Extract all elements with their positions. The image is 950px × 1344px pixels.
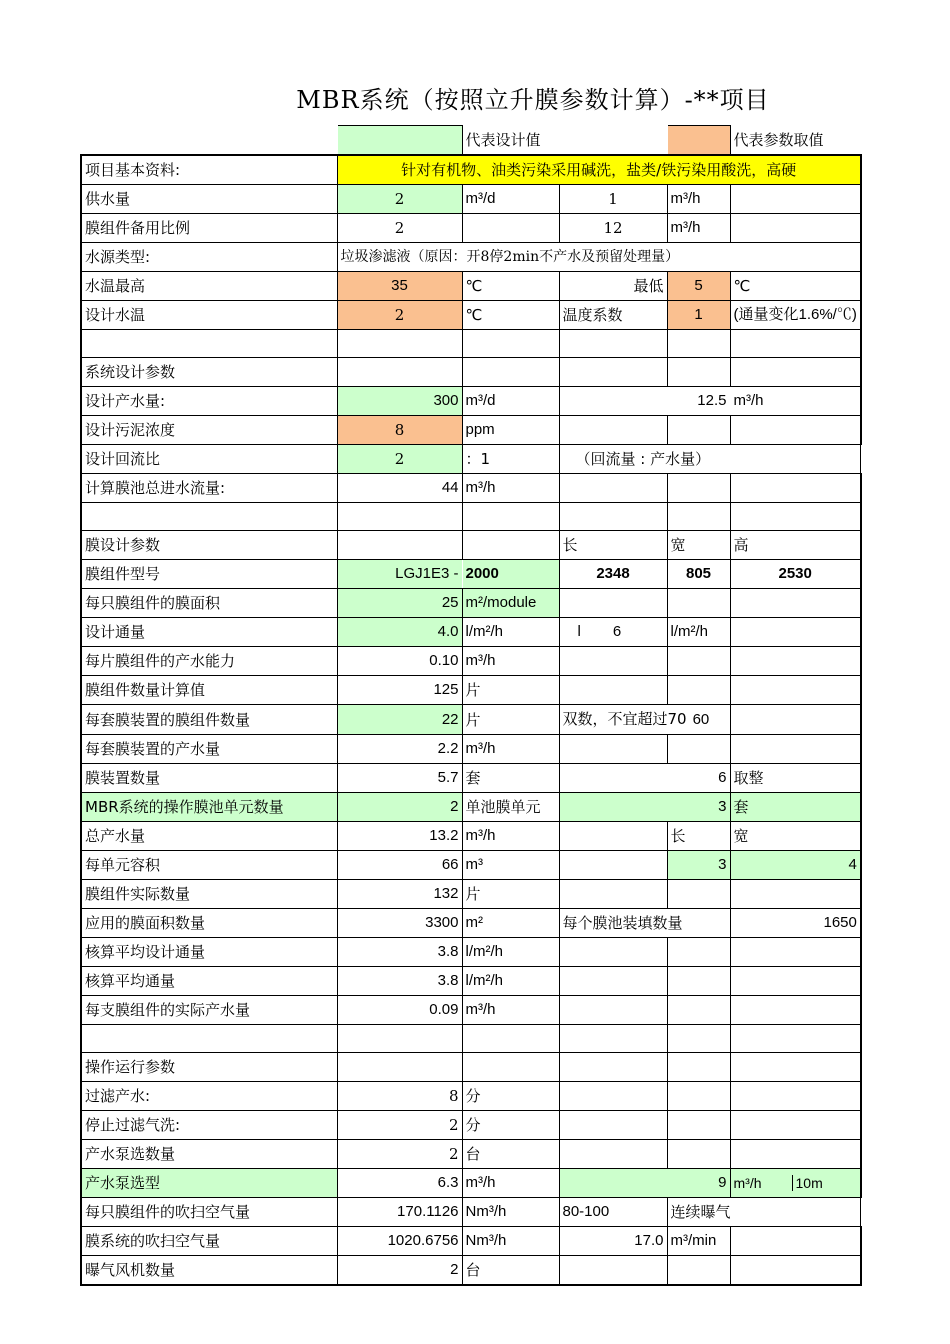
tank-width-input[interactable]: 4 (730, 851, 861, 880)
unit: ℃ (462, 301, 559, 330)
value-cell: 2 (337, 1140, 462, 1169)
table-row (81, 996, 861, 1025)
table-row (81, 1169, 861, 1198)
value-cell: 170.1126 (337, 1198, 462, 1227)
unit: m³/h (462, 474, 559, 503)
table-row (81, 1140, 861, 1169)
legend-green-swatch (337, 126, 462, 156)
unit: 台 (462, 1140, 559, 1169)
project-note[interactable]: 针对有机物、油类污染采用碱洗，盐类/铁污染用酸洗，高硬 (337, 155, 861, 185)
section-title: 系统设计参数 (81, 358, 337, 387)
section-title: 操作运行参数 (81, 1053, 337, 1082)
row-label: 设计回流比 (81, 445, 337, 474)
unit: m³/d (462, 185, 559, 214)
row-label: 停止过滤气洗: (81, 1111, 337, 1140)
row-label: 每单元容积 (81, 851, 337, 880)
value-cell: 12 (559, 214, 667, 243)
value-cell: 12.5 (559, 387, 730, 416)
unit: m³/h (462, 822, 559, 851)
unit: 片 (462, 676, 559, 705)
row-label: 设计水温 (81, 301, 337, 330)
row-label: 每只膜组件的膜面积 (81, 589, 337, 618)
unit: (通量变化1.6%/℃) (730, 301, 861, 330)
unit: m²/module (462, 589, 559, 618)
table-row (81, 676, 861, 705)
value-cell: 3300 (337, 909, 462, 938)
min-temp-input[interactable]: 5 (667, 272, 730, 301)
table-row (81, 735, 861, 764)
legend-row (81, 126, 861, 156)
value-cell: 2 (337, 1111, 462, 1140)
table-row (81, 445, 861, 474)
tank-length-input[interactable]: 3 (667, 851, 730, 880)
table-row (81, 214, 861, 243)
unit: 套 (462, 764, 559, 793)
unit: m³/h (667, 214, 730, 243)
empty-cell (730, 185, 861, 214)
table-row (81, 503, 861, 531)
column-header: 长 (667, 822, 730, 851)
unit: l/m²/h (462, 938, 559, 967)
row-label: 膜系统的吹扫空气量 (81, 1227, 337, 1256)
row-label: 水温最高 (81, 272, 337, 301)
pump-flow-input[interactable]: 9 (559, 1169, 730, 1198)
sludge-concentration-input[interactable]: 8 (337, 416, 462, 445)
dimension-height: 2530 (730, 560, 861, 589)
row-label: 供水量 (81, 185, 337, 214)
unit: 套 (730, 793, 861, 822)
column-header: 宽 (667, 531, 730, 560)
table-row (81, 243, 861, 272)
row-label: 每支膜组件的实际产水量 (81, 996, 337, 1025)
row-label: 产水泵选型 (81, 1169, 337, 1198)
table-row (81, 967, 861, 996)
unit: m³/h (462, 647, 559, 676)
column-header: 宽 (730, 822, 861, 851)
value-cell: 2 (337, 214, 462, 243)
value-cell: 13.2 (337, 822, 462, 851)
pump-spec-cell: m³/h 10m (730, 1169, 861, 1198)
legend-design-label: 代表设计值 (465, 131, 541, 149)
design-output-input[interactable]: 300 (337, 387, 462, 416)
legend-param-label: 代表参数取值 (733, 131, 824, 149)
table-row (81, 1111, 861, 1140)
reflux-ratio-input[interactable]: 2 (337, 445, 462, 474)
value-cell: 5.7 (337, 764, 462, 793)
unit: 取整 (730, 764, 861, 793)
module-note: 双数，不宜超过70 60 (559, 705, 730, 735)
unit: m³/h (462, 735, 559, 764)
unit: 分 (462, 1111, 559, 1140)
table-row (81, 560, 861, 589)
table-row (81, 155, 861, 185)
unit: m³/h (667, 185, 730, 214)
unit: 片 (462, 880, 559, 909)
table-row (81, 822, 861, 851)
unit: Nm³/h (462, 1227, 559, 1256)
table-row (81, 1198, 861, 1227)
legend-orange-swatch (667, 126, 730, 156)
unit: m³/d (462, 387, 559, 416)
row-label: 每片膜组件的产水能力 (81, 647, 337, 676)
value-cell: 17.0 (559, 1227, 667, 1256)
value-cell: 80-100 (559, 1198, 667, 1227)
unit: l/m²/h (462, 618, 559, 647)
supply-volume-input[interactable]: 2 (337, 185, 462, 214)
table-row (81, 938, 861, 967)
value-cell: 3.8 (337, 967, 462, 996)
row-label: 设计通量 (81, 618, 337, 647)
table-row (81, 618, 861, 647)
unit: m³/h (730, 387, 861, 416)
flux-range-cell: l 6 (559, 618, 667, 647)
unit: m² (462, 909, 559, 938)
table-row (81, 185, 861, 214)
unit: m³/min (667, 1227, 730, 1256)
row-label: 项目基本资料: (81, 155, 337, 185)
value-cell: 3.8 (337, 938, 462, 967)
unit: 台 (462, 1256, 559, 1286)
value-cell: 125 (337, 676, 462, 705)
dimension-length: 2348 (559, 560, 667, 589)
unit: 分 (462, 1082, 559, 1111)
table-row (81, 416, 861, 445)
aeration-note: 连续曝气 (667, 1198, 861, 1227)
value-cell: 132 (337, 880, 462, 909)
row-label: 过滤产水: (81, 1082, 337, 1111)
row-label: 每套膜装置的产水量 (81, 735, 337, 764)
table-row (81, 1025, 861, 1053)
table-row (81, 272, 861, 301)
unit: m³/h (462, 996, 559, 1025)
table-row (81, 1256, 861, 1286)
empty-cell (462, 214, 559, 243)
row-label: 每只膜组件的吹扫空气量 (81, 1198, 337, 1227)
table-row (81, 387, 861, 416)
design-temp-input[interactable]: 2 (337, 301, 462, 330)
value-cell: 2.2 (337, 735, 462, 764)
unit: l/m²/h (462, 967, 559, 996)
max-temp-input[interactable]: 35 (337, 272, 462, 301)
table-row (81, 851, 861, 880)
row-label: 设计产水量: (81, 387, 337, 416)
units-per-tank-input[interactable]: 3 (559, 793, 730, 822)
table-row (81, 1227, 861, 1256)
unit: m³/h (462, 1169, 559, 1198)
table-row (81, 1082, 861, 1111)
section-title: 膜设计参数 (81, 531, 337, 560)
unit: 单池膜单元 (462, 793, 559, 822)
unit: l/m²/h (667, 618, 730, 647)
temp-coefficient-input[interactable]: 1 (667, 301, 730, 330)
unit: Nm³/h (462, 1198, 559, 1227)
value-cell: 0.09 (337, 996, 462, 1025)
row-label: 曝气风机数量 (81, 1256, 337, 1286)
row-label: 水源类型: (81, 243, 337, 272)
table-row (81, 705, 861, 735)
row-label: 最低 (559, 272, 667, 301)
value-cell: 6.3 (337, 1169, 462, 1198)
value-cell: 66 (337, 851, 462, 880)
row-label: 应用的膜面积数量 (81, 909, 337, 938)
value-cell: 6 (559, 764, 730, 793)
column-header: 长 (559, 531, 667, 560)
unit: 片 (462, 705, 559, 735)
tank-unit-count-input[interactable]: 2 (337, 793, 462, 822)
row-label: MBR系统的操作膜池单元数量 (81, 793, 337, 822)
row-label: 每套膜装置的膜组件数量 (81, 705, 337, 735)
value-cell: 1 (559, 185, 667, 214)
row-label: 总产水量 (81, 822, 337, 851)
table-row (81, 793, 861, 822)
unit: ：1 (462, 445, 559, 474)
section-header-row (81, 358, 861, 387)
column-header: 高 (730, 531, 861, 560)
unit: ℃ (462, 272, 559, 301)
value-cell: 8 (337, 1082, 462, 1111)
membrane-area-input[interactable]: 25 (337, 589, 462, 618)
row-label: 设计污泥浓度 (81, 416, 337, 445)
row-label: 膜组件型号 (81, 560, 337, 589)
membrane-model-input[interactable]: LGJ1E3 - (337, 560, 462, 589)
row-label: 温度系数 (559, 301, 667, 330)
dimension-width: 805 (667, 560, 730, 589)
unit: m³ (462, 851, 559, 880)
table-row (81, 764, 861, 793)
section-header-row (81, 1053, 861, 1082)
table-row (81, 880, 861, 909)
unit: ℃ (730, 272, 861, 301)
calculation-sheet (80, 125, 862, 1286)
table-row (81, 330, 861, 358)
table-row (81, 647, 861, 676)
modules-per-unit-input[interactable]: 22 (337, 705, 462, 735)
row-label: 膜组件实际数量 (81, 880, 337, 909)
row-label: 核算平均设计通量 (81, 938, 337, 967)
value-cell: 1650 (730, 909, 861, 938)
table-row (81, 909, 861, 938)
unit: ppm (462, 416, 559, 445)
value-cell: 44 (337, 474, 462, 503)
value-cell: 0.10 (337, 647, 462, 676)
design-flux-input[interactable]: 4.0 (337, 618, 462, 647)
row-label: 膜装置数量 (81, 764, 337, 793)
value-cell: 1020.6756 (337, 1227, 462, 1256)
water-source-note: 垃圾渗滤液（原因：开8停2min不产水及预留处理量） (337, 243, 861, 272)
row-label: 膜组件数量计算值 (81, 676, 337, 705)
empty-cell (730, 214, 861, 243)
section-header-row (81, 531, 861, 560)
row-label: 计算膜池总进水流量: (81, 474, 337, 503)
table-row (81, 474, 861, 503)
row-label: 产水泵选数量 (81, 1140, 337, 1169)
value-cell: 2 (337, 1256, 462, 1286)
table-row (81, 301, 861, 330)
row-label: 膜组件备用比例 (81, 214, 337, 243)
row-label: 每个膜池装填数量 (559, 909, 730, 938)
page-title: MBR系统（按照立升膜参数计算）-**项目 (296, 86, 770, 114)
reflux-note: （回流量 : 产水量） (559, 445, 861, 474)
row-label: 核算平均通量 (81, 967, 337, 996)
membrane-model-suffix: 2000 (462, 560, 559, 589)
table-row (81, 589, 861, 618)
